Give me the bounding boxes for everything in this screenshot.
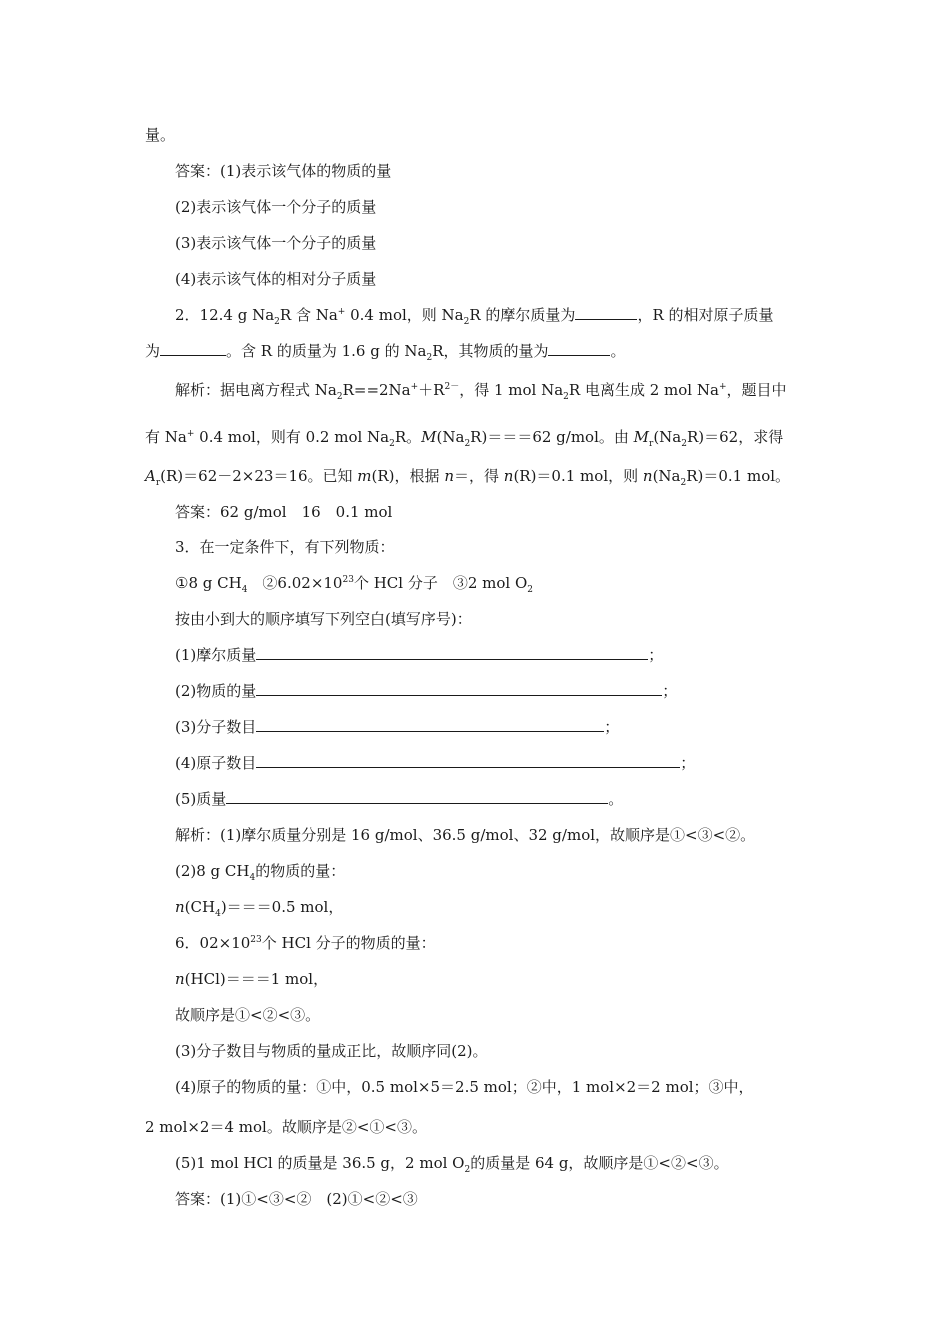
answer-blank[interactable] bbox=[226, 789, 608, 804]
text-segment: ＋R bbox=[418, 381, 445, 399]
subscript: 4 bbox=[241, 585, 248, 595]
analysis-line bbox=[145, 1117, 427, 1137]
text-segment: R 电离生成 2 mol Na bbox=[568, 381, 719, 399]
text-segment: 。含 R 的质量为 1.6 g 的 Na bbox=[226, 342, 427, 360]
answer-blank[interactable] bbox=[256, 645, 648, 660]
text-segment: R 的摩尔质量为 bbox=[469, 306, 576, 324]
superscript: 23 bbox=[250, 935, 262, 945]
analysis-line bbox=[145, 427, 783, 447]
text-segment: 故顺序是①<②<③。 bbox=[175, 1006, 321, 1024]
answer-line bbox=[175, 502, 392, 522]
subscript: 4 bbox=[249, 873, 256, 883]
superscript: + bbox=[718, 382, 727, 392]
text-segment: )＝＝＝0.5 mol， bbox=[220, 898, 344, 916]
text-segment: (HCl)＝＝＝1 mol， bbox=[184, 970, 329, 988]
text-segment: R)＝62，求得 bbox=[686, 428, 784, 446]
subscript: 4 bbox=[215, 909, 221, 919]
subscript: 2 bbox=[336, 392, 343, 402]
text-segment: 解析：据电离方程式 Na bbox=[175, 381, 337, 399]
superscript: + bbox=[410, 382, 419, 392]
superscript: + bbox=[337, 307, 346, 317]
text-segment: R)＝0.1 mol。 bbox=[686, 467, 791, 485]
text-segment: ，题目中 bbox=[726, 381, 787, 399]
text-segment: 0.4 mol，则 Na bbox=[345, 306, 464, 324]
text-segment: (3)表示该气体一个分子的质量 bbox=[175, 234, 377, 252]
analysis-line bbox=[145, 466, 790, 486]
italic-symbol: n bbox=[175, 898, 185, 916]
subscript: 2 bbox=[463, 317, 470, 327]
text-segment: 为 bbox=[145, 342, 161, 360]
text-segment: 。 bbox=[608, 790, 624, 808]
text-segment: (3)分子数目 bbox=[175, 718, 257, 736]
text-segment: ； bbox=[680, 754, 696, 772]
text-segment: ； bbox=[604, 718, 620, 736]
text-segment: 答案：(1)表示该气体的物质的量 bbox=[175, 162, 392, 180]
text-segment: (4)原子数目 bbox=[175, 754, 257, 772]
italic-symbol: n bbox=[444, 467, 454, 485]
text-segment: (4)原子的物质的量：①中，0.5 mol×5＝2.5 mol；②中，1 mol×2＝2 mol；③中， bbox=[175, 1078, 754, 1096]
italic-symbol: M bbox=[421, 428, 437, 446]
text-segment: 个 HCl 分子 ③2 mol O bbox=[353, 574, 528, 592]
text-segment: 答案：62 g/mol 16 0.1 mol bbox=[175, 503, 393, 521]
text-segment: ； bbox=[662, 682, 678, 700]
subscript: 2 bbox=[681, 439, 687, 449]
text-segment: (4)表示该气体的相对分子质量 bbox=[175, 270, 377, 288]
text-segment: 。 bbox=[610, 342, 626, 360]
text-segment: R。 bbox=[394, 428, 422, 446]
text-segment: (CH bbox=[184, 898, 216, 916]
subscript: 2 bbox=[464, 1165, 471, 1175]
analysis-line bbox=[175, 897, 343, 917]
analysis-line bbox=[175, 1005, 320, 1025]
text-segment: ①8 g CH bbox=[175, 574, 242, 592]
analysis-line bbox=[175, 861, 345, 881]
superscript: 23 bbox=[342, 575, 354, 585]
analysis-line bbox=[175, 825, 755, 845]
text-segment: (Na bbox=[436, 428, 465, 446]
superscript: + bbox=[186, 429, 195, 439]
text-segment: ，R 的相对原子质量 bbox=[637, 306, 774, 324]
text-segment: ＝，得 bbox=[453, 467, 504, 485]
text-segment: (2)8 g CH bbox=[175, 862, 250, 880]
text-segment: ，得 1 mol Na bbox=[459, 381, 564, 399]
text-segment: 有 Na bbox=[145, 428, 187, 446]
text-segment: 3．在一定条件下，有下列物质： bbox=[175, 538, 395, 556]
text-segment: 按由小到大的顺序填写下列空白(填写序号)： bbox=[175, 610, 472, 628]
fill-in-line bbox=[175, 789, 623, 809]
analysis-line bbox=[175, 1077, 754, 1097]
text-segment: (R)＝0.1 mol，则 bbox=[513, 467, 643, 485]
subscript: 2 bbox=[680, 478, 687, 488]
analysis-line bbox=[175, 969, 328, 989]
text-segment: (1)摩尔质量 bbox=[175, 646, 257, 664]
question-2-line bbox=[145, 341, 626, 361]
text-segment: 2．12.4 g Na bbox=[175, 306, 275, 324]
question-3-line bbox=[175, 537, 395, 557]
answer-line bbox=[175, 233, 376, 253]
answer-blank[interactable] bbox=[256, 717, 604, 732]
text-segment: 的物质的量： bbox=[255, 862, 346, 880]
analysis-line bbox=[175, 1153, 729, 1173]
fill-in-line bbox=[175, 717, 619, 737]
answer-line bbox=[175, 269, 376, 289]
text-segment: (R)，根据 bbox=[371, 467, 445, 485]
analysis-line bbox=[175, 1041, 488, 1061]
text-segment: (R)＝62－2×23＝16。已知 bbox=[160, 467, 358, 485]
italic-symbol: m bbox=[357, 467, 372, 485]
text-segment: (5)质量 bbox=[175, 790, 227, 808]
text-segment: 6．02×10 bbox=[175, 934, 251, 952]
superscript: 2－ bbox=[444, 382, 460, 392]
subscript: 2 bbox=[464, 439, 471, 449]
text-segment: (3)分子数目与物质的量成正比，故顺序同(2)。 bbox=[175, 1042, 488, 1060]
fill-in-line bbox=[175, 681, 677, 701]
question-3-line bbox=[175, 573, 533, 593]
fill-in-line bbox=[175, 753, 695, 773]
text-segment: 答案：(1)①<③<② (2)①<②<③ bbox=[175, 1190, 418, 1208]
answer-line bbox=[175, 161, 391, 181]
subscript: 2 bbox=[527, 585, 533, 595]
fill-in-line bbox=[175, 645, 663, 665]
answer-blank[interactable] bbox=[160, 341, 226, 356]
text-segment: R，其物质的量为 bbox=[432, 342, 549, 360]
text-segment: 0.4 mol，则有 0.2 mol Na bbox=[194, 428, 390, 446]
answer-line bbox=[175, 197, 376, 217]
italic-symbol: A bbox=[145, 467, 156, 485]
text-segment: (5)1 mol HCl 的质量是 36.5 g，2 mol O bbox=[175, 1154, 465, 1172]
italic-symbol: n bbox=[642, 467, 653, 485]
subscript: 2 bbox=[389, 439, 395, 449]
text-segment: R==2Na bbox=[342, 381, 411, 399]
analysis-line bbox=[175, 933, 436, 953]
text-segment: 解析：(1)摩尔质量分别是 16 g/mol、36.5 g/mol、32 g/mol，故顺序是①<③<②。 bbox=[175, 826, 756, 844]
analysis-line bbox=[175, 380, 787, 400]
text-line bbox=[145, 125, 175, 145]
text-segment: (Na bbox=[652, 467, 681, 485]
text-segment: (2)物质的量 bbox=[175, 682, 257, 700]
question-3-line bbox=[175, 609, 472, 629]
text-segment: 量。 bbox=[145, 126, 176, 144]
text-segment: (Na bbox=[653, 428, 682, 446]
text-segment: ； bbox=[648, 646, 664, 664]
italic-symbol: M bbox=[633, 428, 650, 446]
subscript: 2 bbox=[563, 392, 569, 402]
italic-symbol: n bbox=[175, 970, 185, 988]
text-segment: R)＝＝＝62 g/mol。由 bbox=[470, 428, 634, 446]
answer-blank[interactable] bbox=[575, 305, 637, 320]
text-segment: 个 HCl 分子的物质的量： bbox=[261, 934, 436, 952]
subscript: r bbox=[649, 439, 654, 449]
italic-symbol: n bbox=[503, 467, 514, 485]
answer-blank[interactable] bbox=[548, 341, 610, 356]
text-segment: 的质量是 64 g，故顺序是①<②<③。 bbox=[470, 1154, 729, 1172]
text-segment: 2 mol×2＝4 mol。故顺序是②<①<③。 bbox=[145, 1118, 427, 1136]
answer-line bbox=[175, 1189, 418, 1209]
answer-blank[interactable] bbox=[256, 681, 662, 696]
subscript: 2 bbox=[426, 353, 433, 363]
text-segment: R 含 Na bbox=[279, 306, 338, 324]
question-2-line bbox=[175, 305, 774, 325]
subscript: 2 bbox=[274, 317, 280, 327]
text-segment: (2)表示该气体一个分子的质量 bbox=[175, 198, 377, 216]
subscript: r bbox=[155, 478, 161, 488]
answer-blank[interactable] bbox=[256, 753, 680, 768]
text-segment: ②6.02×10 bbox=[247, 574, 343, 592]
